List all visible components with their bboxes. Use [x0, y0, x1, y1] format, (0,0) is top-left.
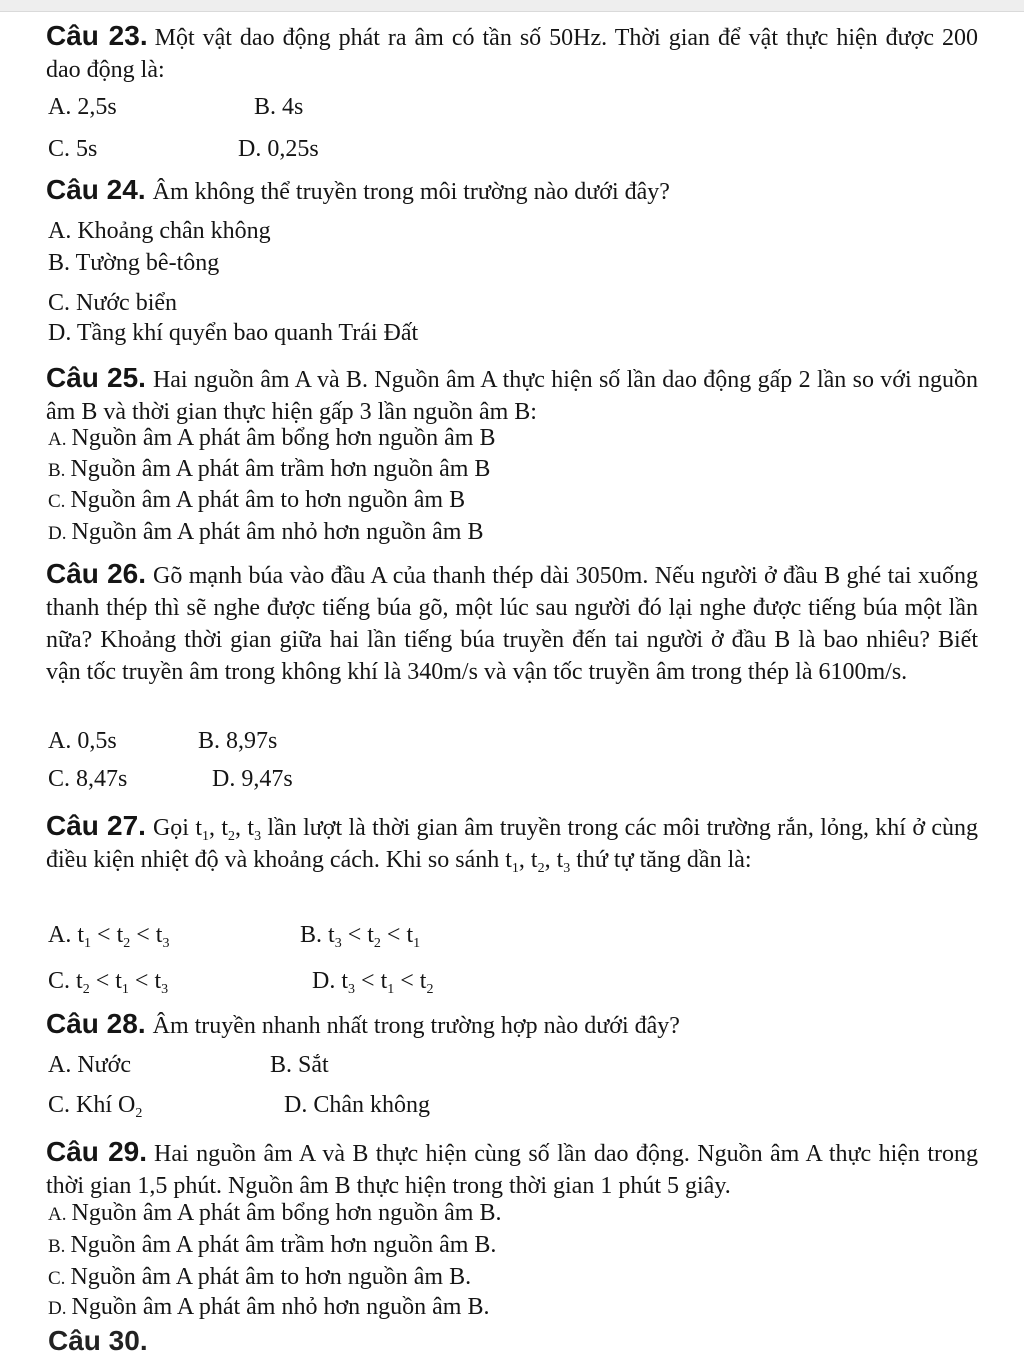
question-text: Hai nguồn âm A và B. Nguồn âm A thực hiện số lần dao động gấp 2 lần so với nguồn âm B và thời gian thực hiện gấp 3 lần nguồn âm B:: [46, 367, 978, 425]
option-b[interactable]: B. Sắt: [270, 1052, 329, 1078]
option-d[interactable]: [48, 1292, 489, 1324]
question-26: [46, 558, 978, 688]
time-var-t3: $t_3$: [247, 815, 262, 844]
top-edge: [0, 0, 1024, 12]
option-d[interactable]: D. $t_3 < t_1 < t_2$: [312, 968, 434, 997]
option-c[interactable]: C. 5s: [48, 136, 98, 162]
option-letter: C.: [48, 1268, 66, 1289]
option-d[interactable]: D. Tầng khí quyển bao quanh Trái Đất: [48, 320, 419, 346]
question-number: Câu 24.: [46, 174, 146, 205]
option-letter: D.: [48, 1298, 67, 1319]
option-b[interactable]: B. 4s: [254, 94, 304, 120]
time-var-t1: $t_1$: [195, 815, 209, 844]
option-text: Nguồn âm A phát âm nhỏ hơn nguồn âm B: [71, 519, 484, 545]
option-a[interactable]: A. Nước: [48, 1052, 132, 1078]
option-c[interactable]: C. $t_2 < t_1 < t_3$: [48, 968, 169, 997]
question-25: [46, 362, 978, 428]
option-d[interactable]: D. Chân không: [284, 1092, 430, 1118]
option-letter: B.: [48, 1236, 66, 1257]
time-var-t2: $t_2$: [221, 815, 236, 844]
option-c[interactable]: C. Nước biển: [48, 290, 178, 316]
option-d[interactable]: D. 0,25s: [238, 136, 319, 162]
question-29: [46, 1136, 978, 1202]
option-a[interactable]: A. $t_1 < t_2 < t_3$: [48, 922, 170, 951]
option-a[interactable]: [48, 1198, 501, 1230]
option-b[interactable]: [48, 1230, 496, 1262]
question-text: Một vật dao động phát ra âm có tần số 50Hz. Thời gian để vật thực hiện được 200 dao động là:: [46, 25, 978, 83]
option-a[interactable]: A. Khoảng chân không: [48, 218, 271, 244]
option-c[interactable]: C. 8,47s: [48, 766, 128, 792]
option-letter: C.: [48, 491, 66, 512]
option-letter: B.: [48, 460, 66, 481]
time-var-t2: $t_2$: [530, 847, 545, 876]
question-text: Gõ mạnh búa vào đầu A của thanh thép dài 3050m. Nếu người ở đầu B ghé tai xuống thanh thép thì sẽ nghe được tiếng búa gõ, một lúc sau người đó lại nghe được tiếng búa một lần nữa? Khoảng thời gian giữa hai lần tiếng búa truyền đến tai người ở đầu B là bao nhiêu? Biết vận tốc truyền âm trong không khí là 340m/s và vận tốc truyền âm trong thép là 6100m/s.: [46, 563, 978, 685]
option-letter: A.: [48, 1204, 67, 1225]
question-number: Câu 29.: [46, 1136, 148, 1167]
option-text: Nguồn âm A phát âm trầm hơn nguồn âm B.: [70, 1232, 497, 1258]
question-number: Câu 27.: [46, 810, 146, 841]
option-b[interactable]: B. $t_3 < t_2 < t_1$: [300, 922, 421, 951]
question-24: [46, 174, 978, 208]
question-27: Câu 27. Gọi $t_1$, $t_2$, $t_3$ lần lượt là thời gian âm truyền trong các môi trường rắn, lỏng, khí ở cùng điều kiện nhiệt độ và khoảng cách. Khi so sánh $t_1$, $t_2$, $t_3$ thứ tự tăng dần là:: [46, 810, 979, 876]
option-text: Nguồn âm A phát âm bổng hơn nguồn âm B.: [71, 1200, 502, 1226]
option-b[interactable]: [48, 454, 490, 486]
option-a[interactable]: A. 2,5s: [48, 94, 117, 120]
option-a[interactable]: A. 0,5s: [48, 728, 117, 754]
question-text: Hai nguồn âm A và B thực hiện cùng số lần dao động. Nguồn âm A thực hiện trong thời gian 1,5 phút. Nguồn âm B thực hiện trong thời gian 1 phút 5 giây.: [46, 1141, 978, 1199]
option-d[interactable]: D. 9,47s: [212, 766, 293, 792]
question-text: thứ tự tăng dần là:: [576, 847, 752, 873]
option-d[interactable]: [48, 517, 483, 549]
question-text: Âm truyền nhanh nhất trong trường hợp nào dưới đây?: [152, 1013, 680, 1039]
option-text: Nguồn âm A phát âm trầm hơn nguồn âm B: [70, 456, 491, 482]
question-number: Câu 28.: [46, 1008, 146, 1039]
option-b[interactable]: B. Tường bê-tông: [48, 250, 220, 276]
question-text: lần lượt là thời gian âm truyền trong các môi trường rắn, lỏng, khí ở cùng điều kiện nhiệt độ và khoảng cách. Khi so sánh: [46, 815, 979, 873]
question-number: Câu 23.: [46, 20, 148, 51]
option-letter: A.: [48, 429, 67, 450]
time-var-t1: $t_1$: [505, 847, 519, 876]
option-text: Nguồn âm A phát âm nhỏ hơn nguồn âm B.: [71, 1294, 490, 1320]
option-a[interactable]: [48, 423, 495, 455]
option-c[interactable]: C. Khí $O_2$: [48, 1092, 143, 1121]
next-question-cut-off: Câu 30.: [48, 1325, 148, 1356]
question-23: [46, 20, 978, 86]
question-number: Câu 25.: [46, 362, 146, 393]
question-number: Câu 26.: [46, 558, 147, 589]
option-c[interactable]: [48, 485, 465, 517]
option-letter: D.: [48, 523, 67, 544]
time-var-t3: $t_3$: [556, 847, 571, 876]
option-text: Nguồn âm A phát âm to hơn nguồn âm B: [70, 487, 466, 513]
option-text: Nguồn âm A phát âm to hơn nguồn âm B.: [70, 1264, 472, 1290]
option-text: Nguồn âm A phát âm bổng hơn nguồn âm B: [71, 425, 496, 451]
question-text: Gọi: [152, 815, 189, 841]
option-c[interactable]: [48, 1262, 471, 1294]
option-b[interactable]: B. 8,97s: [198, 728, 278, 754]
question-text: Âm không thể truyền trong môi trường nào dưới đây?: [152, 179, 670, 205]
question-28: [46, 1008, 978, 1042]
